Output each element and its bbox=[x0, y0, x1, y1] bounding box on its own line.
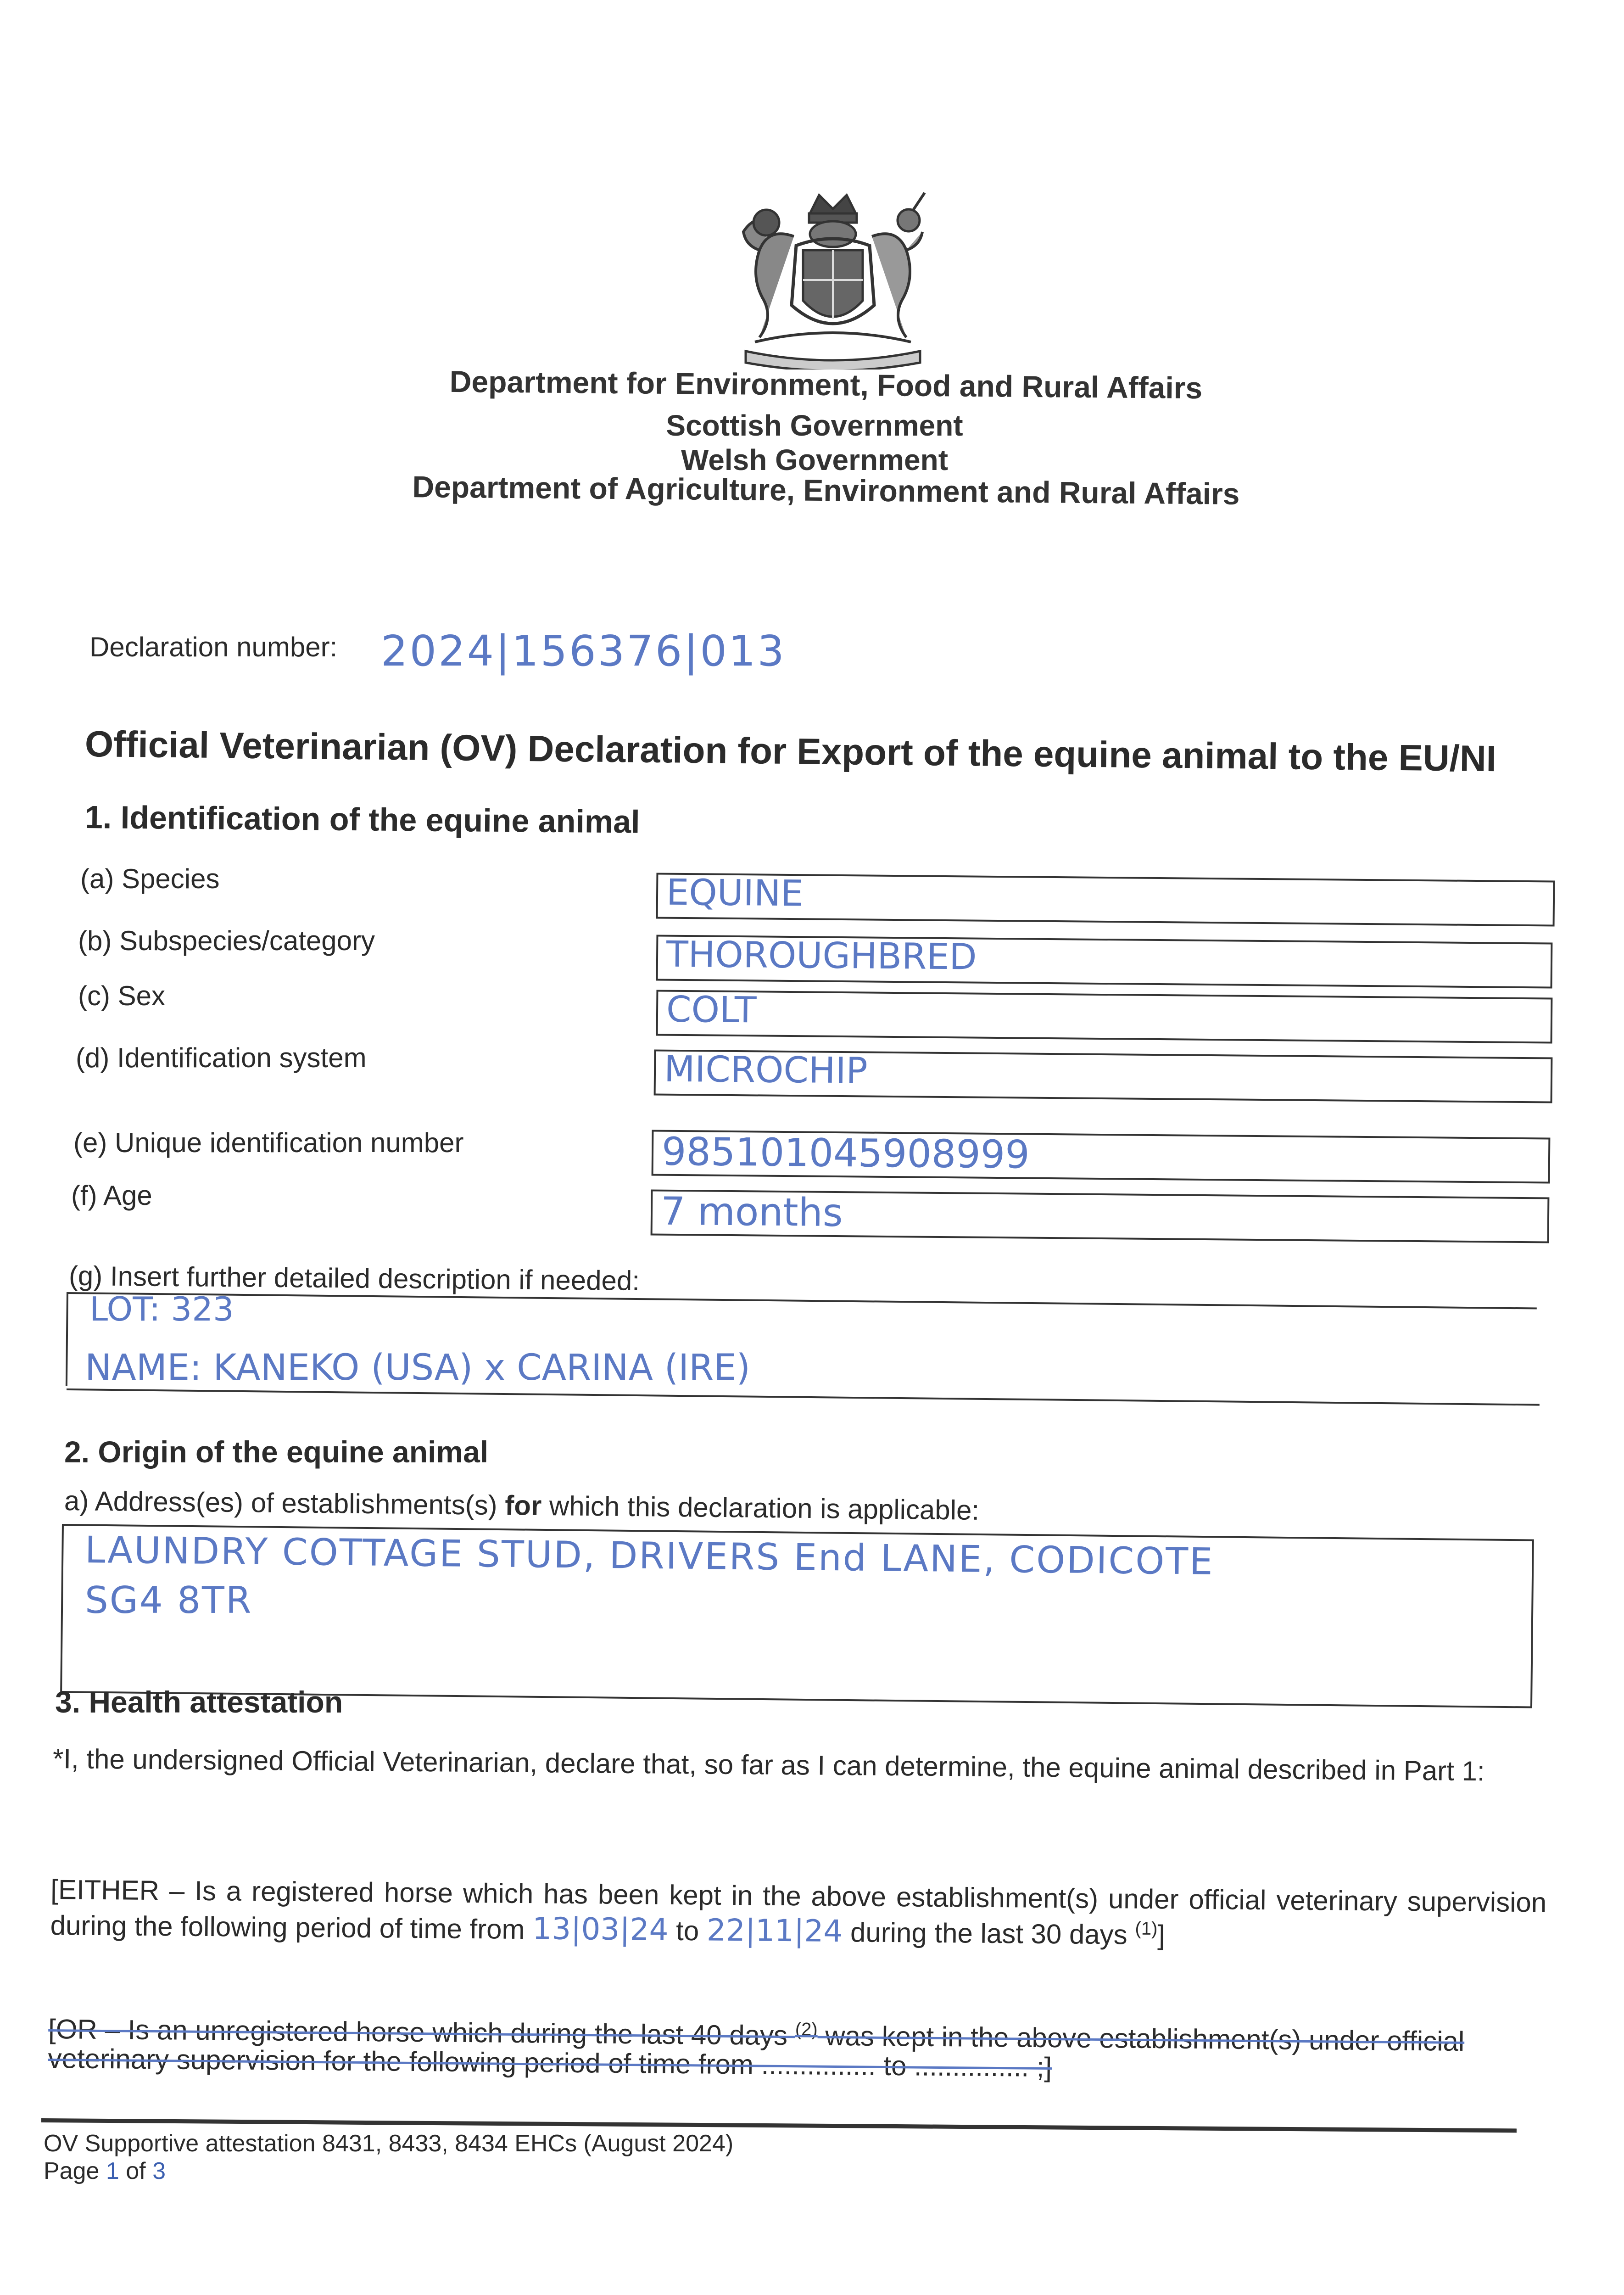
address-line2: SG4 8TR bbox=[85, 1579, 253, 1622]
section3-or-clause bbox=[48, 2008, 1544, 2086]
declaration-number-value: 2024|156376|013 bbox=[381, 627, 786, 676]
age-label: (f) Age bbox=[71, 1180, 152, 1211]
further-description-label: (g) Insert further detailed description if needed: bbox=[68, 1260, 640, 1296]
subspecies-field[interactable] bbox=[656, 935, 1553, 988]
sex-value: COLT bbox=[666, 989, 757, 1031]
section3-heading: 3. Health attestation bbox=[55, 1685, 343, 1719]
identification-system-field[interactable] bbox=[654, 1049, 1553, 1103]
either-end: ] bbox=[1157, 1920, 1166, 1951]
age-value: 7 months bbox=[660, 1188, 843, 1236]
section2-sub-label-c: which this declaration is applicable: bbox=[541, 1490, 980, 1526]
either-to-word: to bbox=[668, 1915, 707, 1947]
unique-id-value: 985101045908999 bbox=[661, 1129, 1030, 1177]
footer-page-of: of bbox=[119, 2158, 153, 2184]
section2-sub-label-b: for bbox=[504, 1490, 542, 1521]
either-text-2: during the last 30 days bbox=[843, 1917, 1135, 1950]
section2-heading: 2. Origin of the equine animal bbox=[64, 1435, 489, 1469]
footer-page-number bbox=[44, 2157, 166, 2185]
age-field[interactable] bbox=[651, 1189, 1550, 1243]
footer-page-current: 1 bbox=[106, 2158, 119, 2184]
dept-daera: Department of Agriculture, Environment and Rural Affairs bbox=[412, 470, 1240, 511]
either-date-to: 22|11|24 bbox=[706, 1912, 843, 1949]
further-description-line2: NAME: KANEKO (USA) x CARINA (IRE) bbox=[85, 1347, 751, 1388]
identification-system-label: (d) Identification system bbox=[76, 1042, 367, 1073]
section1-heading: 1. Identification of the equine animal bbox=[84, 799, 640, 840]
footer-page-total: 3 bbox=[152, 2158, 166, 2184]
either-date-from: 13|03|24 bbox=[532, 1911, 669, 1948]
further-description-line1: LOT: 323 bbox=[89, 1290, 234, 1328]
dept-defra: Department for Environment, Food and Rural Affairs bbox=[449, 364, 1203, 405]
section3-intro: *I, the undersigned Official Veterinarian, declare that, so far as I can determine, the equine animal described in Part 1: bbox=[52, 1743, 1485, 1787]
section2-sub-label-a: a) Address(es) of establishments(s) bbox=[64, 1485, 505, 1521]
either-footnote: (1) bbox=[1135, 1918, 1158, 1939]
dept-scottish-government: Scottish Government bbox=[666, 409, 963, 442]
footer-page-word: Page bbox=[44, 2158, 106, 2184]
section2-sub-label bbox=[64, 1485, 980, 1526]
document-title: Official Veterinarian (OV) Declaration for Export of the equine animal to the EU/NI bbox=[84, 723, 1497, 779]
unique-id-field[interactable] bbox=[652, 1130, 1551, 1183]
species-field[interactable] bbox=[656, 873, 1555, 926]
footer-attestation: OV Supportive attestation 8431, 8433, 8434 EHCs (August 2024) bbox=[44, 2130, 734, 2157]
either-text-1: [EITHER – Is a registered horse which has been kept in the above establishment(s) under official veterinary supervision during the following period of time from bbox=[50, 1874, 1547, 1945]
declaration-number-label: Declaration number: bbox=[89, 632, 338, 662]
or-footnote: (2) bbox=[795, 2019, 818, 2040]
species-label: (a) Species bbox=[80, 863, 220, 894]
royal-coat-of-arms-seal bbox=[727, 186, 938, 369]
address-line1: LAUNDRY COTTAGE STUD, DRIVERS End LANE, CODICOTE bbox=[84, 1528, 1215, 1583]
subspecies-value: THOROUGHBRED bbox=[666, 934, 977, 978]
sex-label: (c) Sex bbox=[78, 980, 166, 1011]
dept-welsh-government: Welsh Government bbox=[681, 443, 949, 476]
identification-system-value: MICROCHIP bbox=[664, 1048, 868, 1092]
or-text-1: [OR – Is an unregistered horse which during the last 40 days bbox=[48, 2014, 796, 2051]
unique-id-label: (e) Unique identification number bbox=[73, 1127, 464, 1158]
species-value: EQUINE bbox=[666, 872, 804, 915]
subspecies-label: (b) Subspecies/category bbox=[78, 925, 375, 956]
sex-field[interactable] bbox=[656, 990, 1553, 1043]
section3-either-clause bbox=[50, 1875, 1546, 1953]
or-text-2: was kept in the above establishment(s) under official veterinary supervision for the following period of time from ............... to ............... ;] bbox=[48, 2020, 1465, 2083]
